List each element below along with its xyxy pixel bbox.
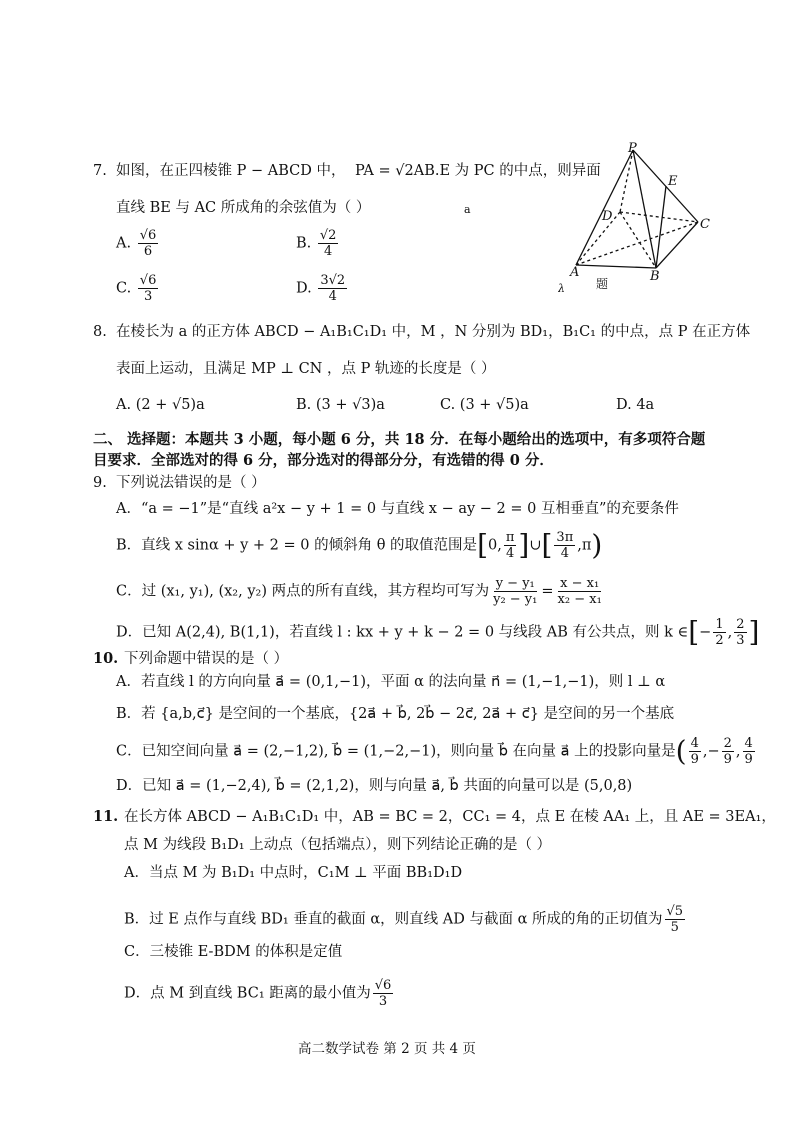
q11-option-a: A．当点 M 为 B₁D₁ 中点时，C₁M ⊥ 平面 BB₁D₁D [124, 865, 463, 881]
label-p: P [628, 141, 637, 156]
q8-number: 8. [93, 324, 107, 340]
section-2-line-2: 目要求．全部选对的得 6 分，部分选对的得部分分，有选错的得 0 分． [93, 452, 554, 469]
pyramid-figure [558, 140, 728, 298]
q7-stem-c: 直线 BE 与 AC 所成角的余弦值为（ ） [116, 200, 371, 216]
q10-option-c: C．已知空间向量 a⃗ = (2,−1,2), b⃗ = (1,−2,−1)，则向量 b⃗ 在向量 a⃗ 上的投影向量是( $\frac{4}{9}$ ,− $\frac{2}{9}$ , $\frac{4}{9}$ [116, 734, 753, 768]
q11-option-b: B．过 E 点作与直线 BD₁ 垂直的截面 α，则直线 AD 与截面 α 所成的角的正切值为 $\frac{√5}{5}$ [124, 904, 684, 935]
q10-option-b: B．若 {a,b,c⃗} 是空间的一个基底，{2a⃗ + b⃗, 2b⃗ − 2c⃗, 2a⃗ + c⃗} 是空间的另一个基底 [116, 706, 675, 722]
q10-option-d: D．已知 a⃗ = (1,−2,4), b⃗ = (2,1,2)，则与向量 a⃗, b⃗ 共面的向量可以是 (5,0,8) [116, 778, 633, 794]
q7-number: 7. [93, 163, 107, 179]
q7-stray-mark: a [464, 203, 471, 216]
q7-stem-b: PA = √2AB.E 为 PC 的中点，则异面 [355, 163, 601, 179]
q9-option-d: D．已知 A(2,4), B(1,1)，若直线 l : kx + y + k − 2 = 0 与线段 AB 有公共点，则 k ∈[− $\frac{1}{2}$ , $\frac{2}{3}$ ] [116, 615, 760, 649]
q8-stem-b: 表面上运动，且满足 MP ⊥ CN ，点 P 轨迹的长度是（ ） [116, 361, 496, 377]
q10-option-a: A．若直线 l 的方向向量 a⃗ = (0,1,−1)，平面 α 的法向量 n⃗ = (1,−1,−1)，则 l ⊥ α [116, 674, 666, 690]
q11-option-d: D．点 M 到直线 BC₁ 距离的最小值为 $\frac{√6}{3}$ [124, 978, 392, 1009]
page-footer: 高二数学试卷 第 2 页 共 4 页 [298, 1041, 476, 1057]
q11-stem-a: 在长方体 ABCD − A₁B₁C₁D₁ 中，AB = BC = 2，CC₁ = 4，点 E 在棱 AA₁ 上，且 AE = 3EA₁， [124, 809, 776, 825]
q8-option-d: D. 4a [616, 397, 655, 413]
q11-option-c: C．三棱锥 E-BDM 的体积是定值 [124, 944, 343, 960]
q8-option-c: C. (3 + √5)a [440, 397, 529, 413]
q10-number: 10. [93, 650, 119, 667]
q11-number: 11. [93, 808, 119, 825]
label-d: D [602, 209, 613, 224]
q9-option-a: A．“a = −1”是“直线 a²x − y + 1 = 0 与直线 x − ay − 2 = 0 互相垂直”的充要条件 [116, 501, 679, 517]
label-a: A [570, 265, 580, 280]
q10-stem: 下列命题中错误的是（ ） [124, 651, 289, 667]
label-e: E [668, 174, 678, 189]
q9-number: 9. [93, 475, 107, 491]
section-2-line-1: 二、 选择题：本题共 3 小题，每小题 6 分，共 18 分．在每小题给出的选项中，有多项符合题 [93, 431, 706, 448]
q7-option-d: D. $\frac{3√2}{4}$ [296, 273, 346, 304]
label-b: B [650, 269, 660, 284]
q9-stem: 下列说法错误的是（ ） [116, 475, 266, 491]
label-c: C [700, 217, 710, 232]
q7-option-c: C. $\frac{√6}{3}$ [116, 273, 157, 304]
q9-option-b: B．直线 x sinα + y + 2 = 0 的倾斜角 θ 的取值范围是[0, $\frac{\pi}{4}$ ]∪[ $\frac{3\pi}{4}$ ,π) [116, 528, 603, 562]
q9-option-c: C．过 (x₁, y₁), (x₂, y₂) 两点的所有直线，其方程均可写为 $\frac{\text{y − y₁}}{\text{y₂ − y₁}}$ = $\frac{\text{x − x₁}}{\text{x₂ − x₁}}$ [116, 576, 602, 607]
q11-stem-b: 点 M 为线段 B₁D₁ 上动点（包括端点），则下列结论正确的是（ ） [124, 837, 552, 853]
figure-mark: λ [558, 282, 565, 295]
q8-option-a: A. (2 + √5)a [116, 397, 205, 413]
figure-caption: 题 [596, 277, 609, 291]
q7-stem-a: 如图，在正四棱锥 P − ABCD 中， [116, 163, 346, 179]
q7-option-a: A. $\frac{√6}{6}$ [116, 228, 157, 259]
q8-option-b: B. (3 + √3)a [296, 397, 385, 413]
q7-option-b: B. $\frac{√2}{4}$ [296, 228, 337, 259]
q8-stem-a: 在棱长为 a 的正方体 ABCD − A₁B₁C₁D₁ 中，M ，N 分别为 BD₁，B₁C₁ 的中点，点 P 在正方体 [116, 324, 751, 340]
